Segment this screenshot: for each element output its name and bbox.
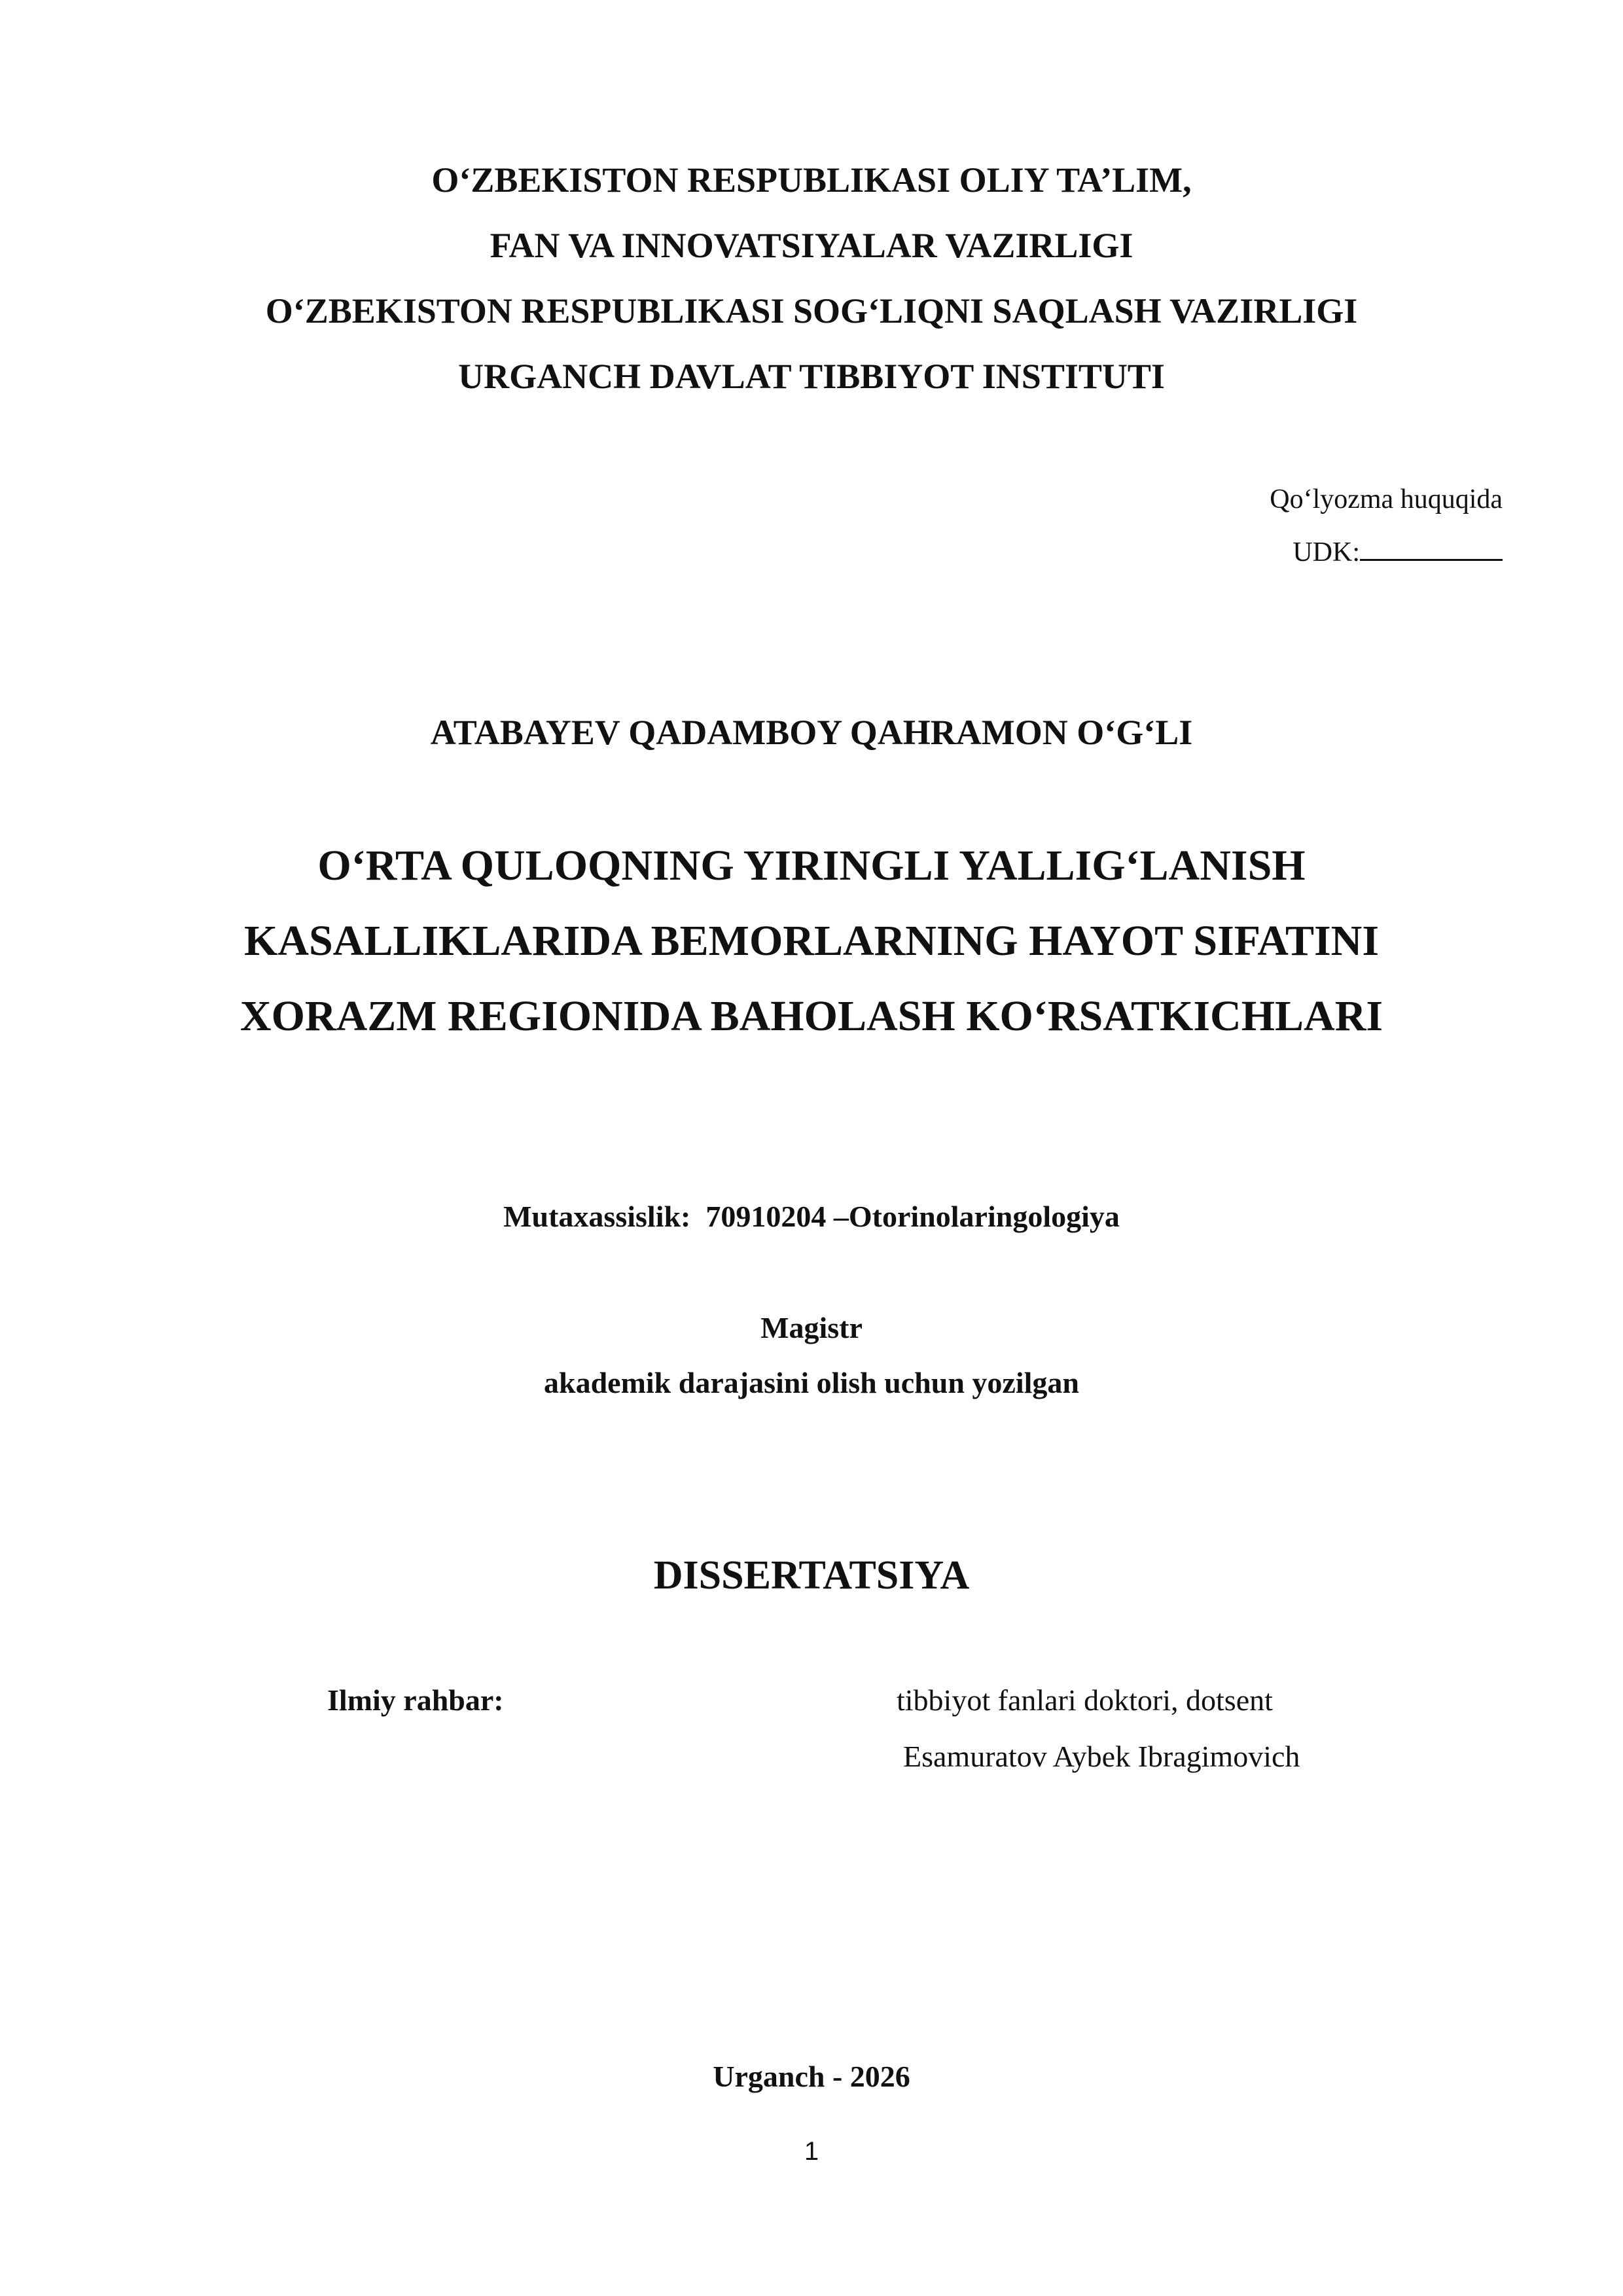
author-name: ATABAYEV QADAMBOY QAHRAMON O‘G‘LI [430,713,1193,752]
advisor-name: Esamuratov Aybek Ibragimovich [903,1740,1300,1773]
ministry-line-2: FAN VA INNOVATSIYALAR VAZIRLIGI [490,226,1133,265]
page-number: 1 [804,2137,819,2166]
ministry-line-1: O‘ZBEKISTON RESPUBLIKASI OLIY TA’LIM, [431,160,1192,200]
institute-name: URGANCH DAVLAT TIBBIYOT INSTITUTI [458,357,1165,396]
advisor-title: tibbiyot fanlari doktori, dotsent [897,1683,1273,1717]
udk-blank-line [1360,534,1503,561]
dissertation-title-line-1: O‘RTA QULOQNING YIRINGLI YALLIG‘LANISH [317,842,1306,889]
specialty-line: Mutaxassislik: 70910204 –Otorinolaringologiya [503,1200,1120,1233]
place-and-year: Urganch - 2026 [713,2060,910,2093]
dissertation-title-line-3: XORAZM REGIONIDA BAHOLASH KO‘RSATKICHLARI [240,992,1383,1040]
degree-title: Magistr [760,1311,863,1344]
manuscript-rights-note: Qo‘lyozma huquqida [1270,484,1503,514]
dissertation-title-line-2: KASALLIKLARIDA BEMORLARNING HAYOT SIFATINI [243,917,1380,965]
advisor-label: Ilmiy rahbar: [327,1683,504,1717]
udk-field [1293,534,1503,566]
udk-label: UDK: [1293,537,1360,567]
degree-description: akademik darajasini olish uchun yozilgan [544,1366,1079,1399]
document-type-heading: DISSERTATSIYA [653,1553,970,1598]
ministry-line-3: O‘ZBEKISTON RESPUBLIKASI SOG‘LIQNI SAQLASH VAZIRLIGI [265,291,1358,331]
